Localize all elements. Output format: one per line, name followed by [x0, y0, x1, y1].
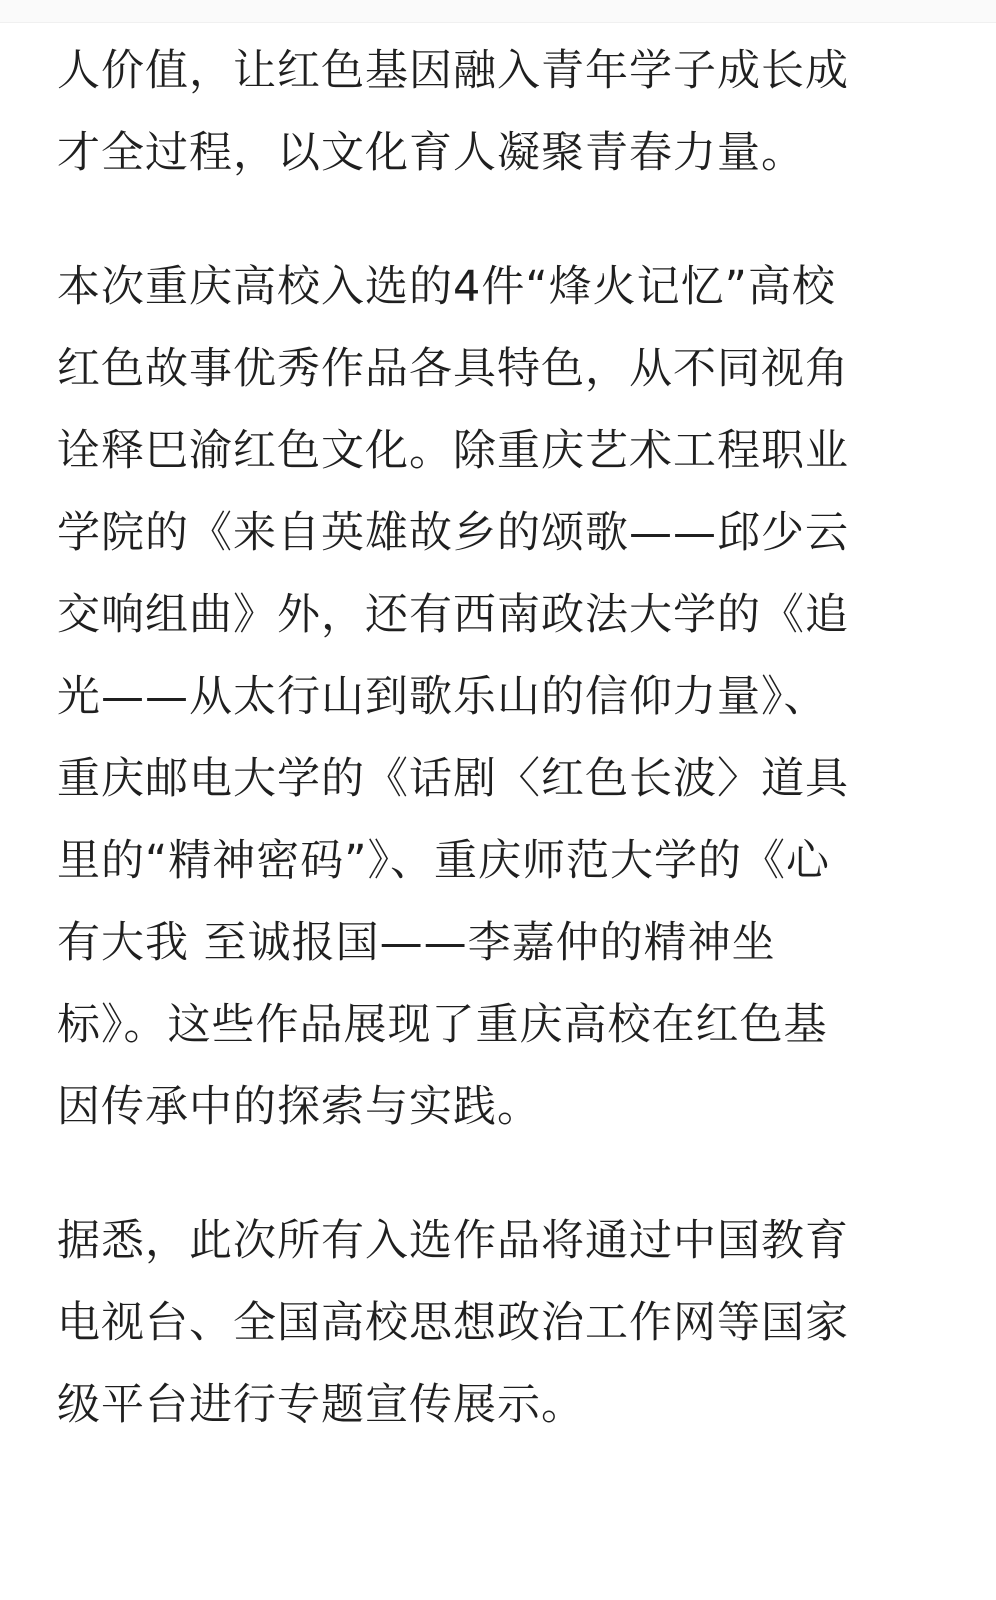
text-line: 红色故事优秀作品各具特色，从不同视角: [57, 344, 849, 394]
text-line: 因传承中的探索与实践。: [57, 1082, 541, 1132]
text-line: 重庆邮电大学的《话剧〈红色长波〉道具: [57, 754, 849, 804]
paragraph-3: [57, 1200, 927, 1446]
text-line: 光——从太行山到歌乐山的信仰力量》、: [57, 672, 828, 722]
text-line: 电视台、全国高校思想政治工作网等国家: [57, 1298, 849, 1348]
text-line: 人价值，让红色基因融入青年学子成长成: [57, 46, 849, 96]
text-line: 才全过程，以文化育人凝聚青春力量。: [57, 128, 805, 178]
text-line: 级平台进行专题宣传展示。: [57, 1380, 585, 1430]
text-line: 里的“精神密码”》、重庆师范大学的《心: [57, 836, 831, 886]
text-line: 诠释巴渝红色文化。除重庆艺术工程职业: [57, 426, 849, 476]
text-line: 交响组曲》外，还有西南政法大学的《追: [57, 590, 849, 640]
article-body: [57, 30, 927, 1446]
top-edge: [0, 0, 996, 23]
paragraph-1: [57, 30, 927, 194]
text-line: 本次重庆高校入选的4件“烽火记忆”高校: [57, 262, 836, 312]
text-line: 有大我 至诚报国——李嘉仲的精神坐: [57, 918, 776, 968]
paragraph-2: [57, 246, 927, 1148]
text-line: 标》。这些作品展现了重庆高校在红色基: [57, 1000, 828, 1050]
text-line: 学院的《来自英雄故乡的颂歌——邱少云: [57, 508, 849, 558]
text-line: 据悉，此次所有入选作品将通过中国教育: [57, 1216, 849, 1266]
